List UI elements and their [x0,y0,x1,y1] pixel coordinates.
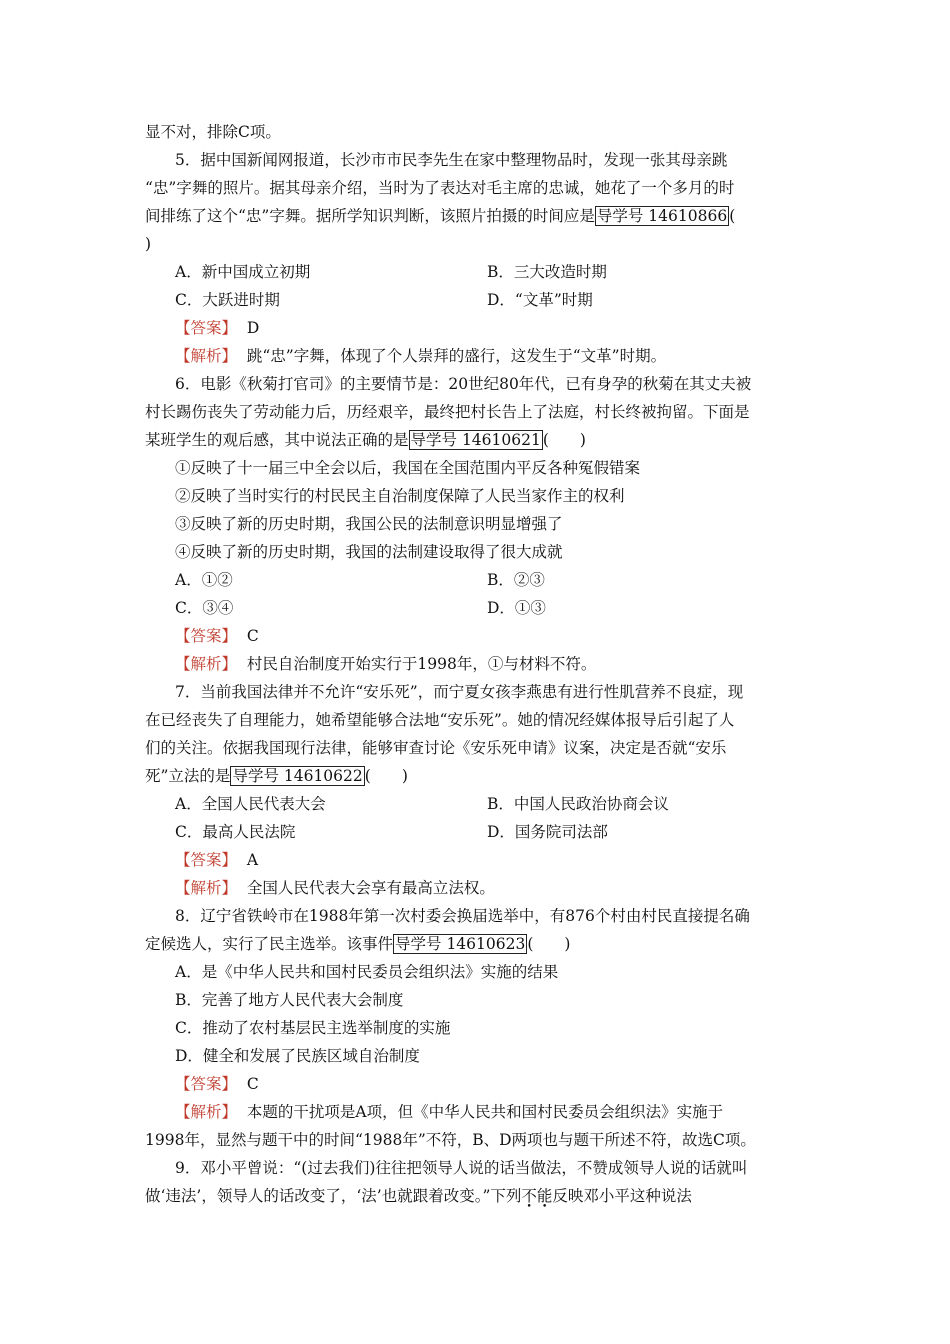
q7-answer: 【答案】 A [175,851,259,869]
q6-option-a: A．①② [175,571,233,589]
q7-option-a: A．全国人民代表大会 [175,795,326,813]
q8-option-c: C．推动了农村基层民主选举制度的实施 [175,1019,451,1037]
q5-option-b: B．三大改造时期 [487,263,607,281]
q5-analysis: 【解析】 跳“忠”字舞，体现了个人崇拜的盛行，这发生于“文革”时期。 [175,347,667,365]
q7-option-d: D．国务院司法部 [487,823,608,841]
q6-stem-line3: 某班学生的观后感，其中说法正确的是 导学号 14610621 ( ) [145,431,586,449]
q9-stem-line2: 做‘违法’，领导人的话改变了，‘法’也就跟着改变。”下列不能反映邓小平这种说法 [145,1187,692,1205]
q6-stem-line2: 村长踢伤丧失了劳动能力后，历经艰辛，最终把村长告上了法庭，村长终被拘留。下面是 [145,403,750,421]
q8-stem-line1: 8．辽宁省铁岭市在1988年第一次村委会换届选举中，有876个村由村民直接提名确 [175,907,750,925]
q6-guide-code: 导学号 14610621 [410,431,541,449]
q7-stem-line4: 死”立法的是 导学号 14610622 ( ) [145,767,408,785]
analysis-tag: 【解析】 [175,1103,238,1121]
q8-answer: 【答案】 C [175,1075,259,1093]
emphasis-char: 能 [536,1187,553,1205]
analysis-tag: 【解析】 [175,879,238,897]
analysis-tag: 【解析】 [175,347,238,365]
analysis-tag: 【解析】 [175,655,238,673]
q7-stem-line2: 在已经丧失了自理能力，她希望能够合法地“安乐死”。她的情况经媒体报导后引起了人 [145,711,735,729]
q8-stem-line2: 定候选人，实行了民主选举。该事件 导学号 14610623 ( ) [145,935,571,953]
q7-option-b: B．中国人民政治协商会议 [487,795,669,813]
q8-analysis-line1: 【解析】 本题的干扰项是A项，但《中华人民共和国村民委员会组织法》实施于 [175,1103,724,1121]
q8-option-b: B．完善了地方人民代表大会制度 [175,991,404,1009]
q6-stem-line1: 6．电影《秋菊打官司》的主要情节是：20世纪80年代，已有身孕的秋菊在其丈夫被 [175,375,752,393]
prev-question-tail: 显不对，排除C项。 [145,123,281,141]
q6-item-2: ②反映了当时实行的村民民主自治制度保障了人民当家作主的权利 [175,487,625,505]
q5-stem-line2: “忠”字舞的照片。据其母亲介绍，当时为了表达对毛主席的忠诚，她花了一个多月的时 [145,179,735,197]
q5-option-a: A．新中国成立初期 [175,263,311,281]
q5-stem-line1: 5．据中国新闻网报道，长沙市市民李先生在家中整理物品时，发现一张其母亲跳 [175,151,728,169]
q6-answer: 【答案】 C [175,627,259,645]
q8-guide-code: 导学号 14610623 [395,935,526,953]
answer-tag: 【答案】 [175,627,238,645]
q6-option-b: B．②③ [487,571,545,589]
q7-analysis: 【解析】 全国人民代表大会享有最高立法权。 [175,879,495,897]
q6-option-c: C．③④ [175,599,234,617]
answer-tag: 【答案】 [175,851,238,869]
q8-option-a: A．是《中华人民共和国村民委员会组织法》实施的结果 [175,963,559,981]
q7-guide-code: 导学号 14610622 [232,767,363,785]
q8-option-d: D．健全和发展了民族区域自治制度 [175,1047,420,1065]
q6-item-1: ①反映了十一届三中全会以后，我国在全国范围内平反各种冤假错案 [175,459,641,477]
q7-option-c: C．最高人民法院 [175,823,296,841]
q8-analysis-line2: 1998年，显然与题干中的时间“1988年”不符，B、D两项也与题干所述不符，故选C项。 [145,1131,756,1149]
q5-stem-line3: 间排练了这个“忠”字舞。据所学知识判断，该照片拍摄的时间应是 导学号 14610866 ( [145,207,736,225]
q9-stem-line1: 9．邓小平曾说：“(过去我们)往往把领导人说的话当做法，不赞成领导人说的话就叫 [175,1159,748,1177]
q5-answer: 【答案】 D [175,319,260,337]
q6-item-4: ④反映了新的历史时期，我国的法制建设取得了很大成就 [175,543,563,561]
q5-option-d: D．“文革”时期 [487,291,593,309]
q6-option-d: D．①③ [487,599,546,617]
q5-paren-close: ) [145,235,152,253]
q5-option-c: C．大跃进时期 [175,291,280,309]
q7-stem-line3: 们的关注。依据我国现行法律，能够审查讨论《安乐死申请》议案，决定是否就“安乐 [145,739,727,757]
q7-stem-line1: 7．当前我国法律并不允许“安乐死”，而宁夏女孩李燕患有进行性肌营养不良症，现 [175,683,744,701]
answer-tag: 【答案】 [175,1075,238,1093]
emphasis-char: 不 [521,1187,537,1205]
q6-item-3: ③反映了新的历史时期，我国公民的法制意识明显增强了 [175,515,563,533]
q5-guide-code: 导学号 14610866 [596,207,728,225]
q6-analysis: 【解析】 村民自治制度开始实行于1998年，①与材料不符。 [175,655,597,673]
answer-tag: 【答案】 [175,319,238,337]
